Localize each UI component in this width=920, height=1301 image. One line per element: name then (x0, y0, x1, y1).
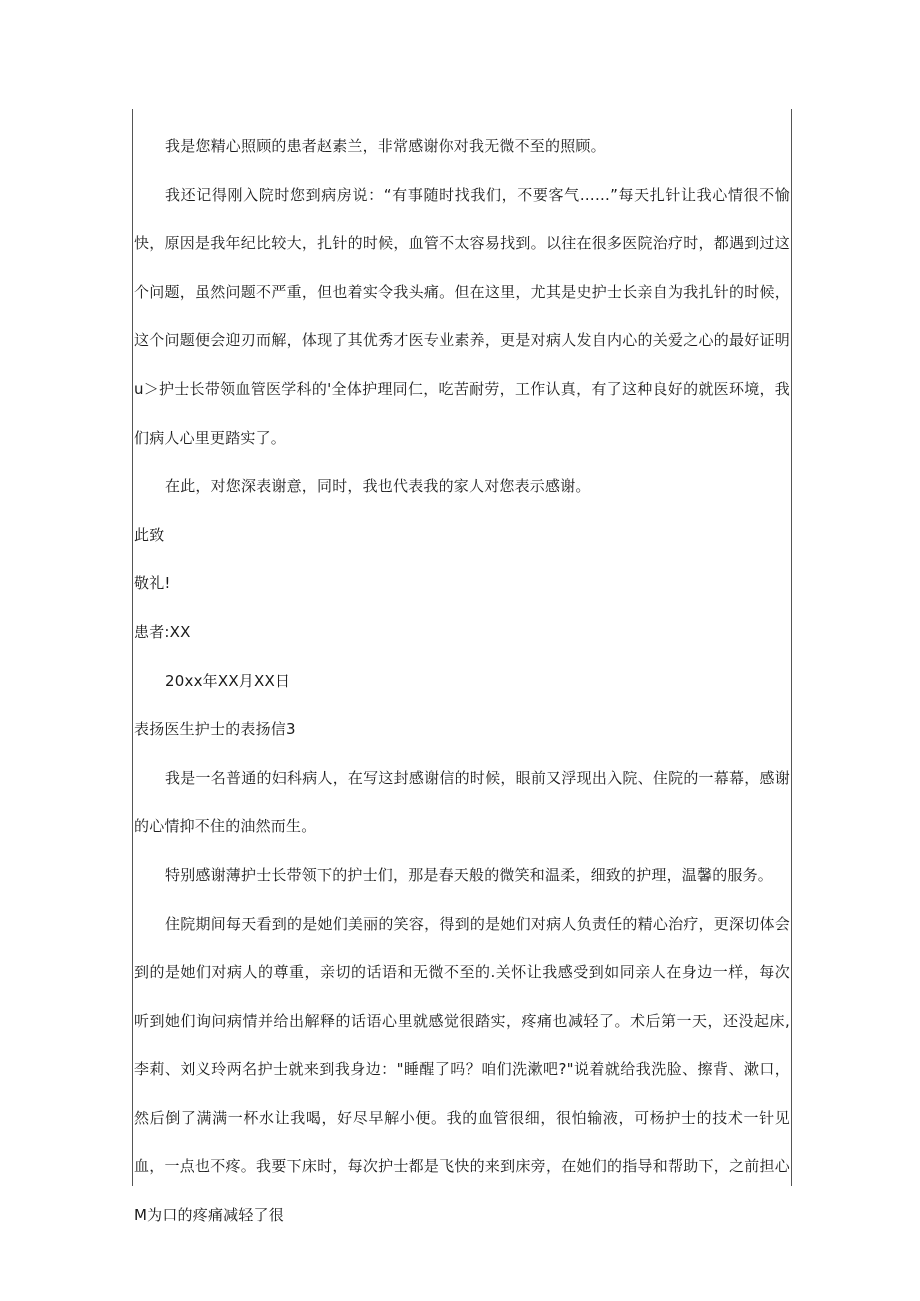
left-border-line (132, 109, 133, 1186)
closing-respect: 敬礼! (134, 574, 171, 593)
letter-paragraph-2: 我还记得刚入院时您到病房说：“有事随时找我们，不要客气……”每天扎针让我心情很不愉快，原因是我年纪比较大，扎针的时候，血管不太容易找到。以往在很多医院治疗时，都遇到过这个问题，虽然问题不严重，但也着实令我头痛。但在这里，尤其是史护士长亲自为我扎针的时候，这个问题便会迎刃而解，体现了其优秀才医专业素养，更是对病人发自内心的关爱之心的最好证明u＞护士长带领血管医学科的'全体护理同仁，吃苦耐劳，工作认真，有了这种良好的就医环境，我们病人心里更踏实了。 (134, 185, 790, 447)
section-title: 表扬医生护士的表扬信3 (134, 720, 296, 739)
document-body (134, 122, 790, 1240)
letter3-paragraph-3: 住院期间每天看到的是她们美丽的笑容，得到的是她们对病人负责任的精心治疗，更深切体会到的是她们对病人的尊重，亲切的话语和无微不至的.关怀让我感受到如同亲人在身边一样，每次听到她们询问病情并给出解释的话语心里就感觉很踏实，疼痛也减轻了。术后第一天，还没起床,李莉、刘义玲两名护士就来到我身边："睡醒了吗？咱们洗漱吧?"说着就给我洗脸、擦背、漱口，然后倒了满满一杯水让我喝，好尽早解小便。我的血管很细，很怕输液，可杨护士的技术一针见血，一点也不疼。我要下床时，每次护士都是飞快的来到床旁，在她们的指导和帮助下，之前担心M为口的疼痛减轻了很 (134, 914, 790, 1225)
letter-paragraph-1: 我是您精心照顾的患者赵素兰，非常感谢你对我无微不至的照顾。 (165, 137, 606, 155)
letter-date: 20xx年XX月XX日 (165, 671, 291, 690)
letter3-paragraph-1: 我是一名普通的妇科病人，在写这封感谢信的时候，眼前又浮现出入院、住院的一幕幕，感谢的心情抑不住的油然而生。 (134, 768, 790, 836)
signer-name: 患者:XX (134, 622, 191, 641)
right-border-line (791, 109, 792, 1186)
closing-salutation: 此致 (134, 525, 165, 544)
letter3-paragraph-2: 特别感谢薄护士长带领下的护士们，那是春天般的微笑和温柔，细致的护理，温馨的服务。 (165, 865, 774, 884)
letter-paragraph-3: 在此，对您深表谢意，同时，我也代表我的家人对您表示感谢。 (165, 477, 591, 496)
